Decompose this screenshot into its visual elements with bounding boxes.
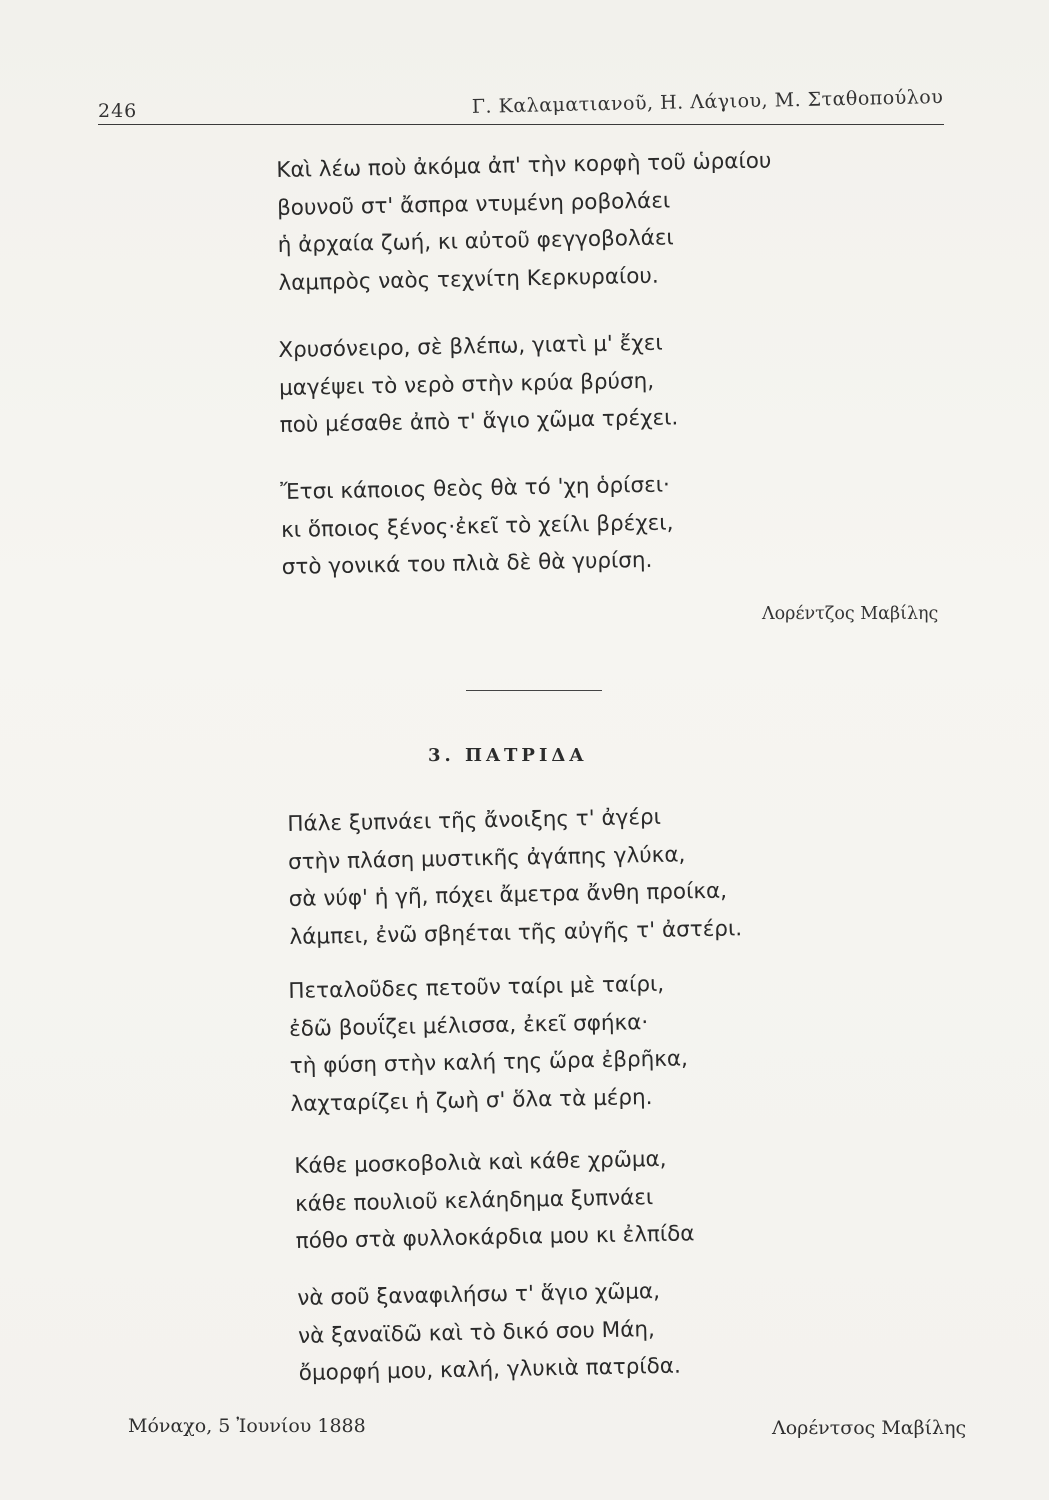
- verse-line: νὰ σοῦ ξαναφιλήσω τ' ἅγιο χῶμα,: [297, 1279, 661, 1311]
- verse-line: Κάθε μοσκοβολιὰ καὶ κάθε χρῶμα,: [294, 1146, 667, 1179]
- verse-line: στὸ γονικά του πλιὰ δὲ θὰ γυρίση.: [281, 547, 653, 580]
- verse-line: ἡ ἀρχαία ζωή, κι αὐτοῦ φεγγοβολάει: [277, 225, 674, 258]
- page-header: [98, 84, 944, 125]
- verse-line: ποὺ μέσαθε ἀπὸ τ' ἅγιο χῶμα τρέχει.: [279, 405, 679, 438]
- verse-line: λαχταρίζει ἡ ζωὴ σ' ὅλα τὰ μέρη.: [290, 1084, 653, 1117]
- verse-line: λάμπει, ἐνῶ σβηέται τῆς αὐγῆς τ' ἀστέρι.: [289, 915, 743, 950]
- patrida-stanza-1: [287, 797, 742, 956]
- verse-line: βουνοῦ στ' ἄσπρα ντυμένη ροβολάει: [276, 187, 671, 221]
- verse-line: πόθο στὰ φυλλοκάρδια μου κι ἐλπίδα: [295, 1221, 695, 1254]
- patrida-stanza-3: [294, 1140, 695, 1260]
- verse-line: μαγέψει τὸ νερὸ στὴν κρύα βρύση,: [278, 368, 655, 401]
- verse-line: σὰ νύφ' ἡ γῆ, πόχει ἄμετρα ἄνθη προίκα,: [288, 878, 728, 912]
- verse-line: Πάλε ξυπνάει τῆς ἄνοιξης τ' ἀγέρι: [287, 804, 662, 837]
- verse-line: Καὶ λέω ποὺ ἀκόμα ἀπ' τὴν κορφὴ τοῦ ὡραίου: [276, 148, 772, 183]
- verse-line: Ἔτσι κάποιος θεὸς θὰ τό 'χη ὁρίσει·: [280, 472, 671, 505]
- verse-line: κάθε πουλιοῦ κελάηδημα ξυπνάει: [294, 1184, 654, 1217]
- verse-line: κι ὅποιος ξένος·ἐκεῖ τὸ χείλι βρέχει,: [280, 509, 674, 543]
- poem-one-signature: Λορέντζος Μαβίλης: [762, 604, 939, 624]
- poem-one-stanza-1: [276, 142, 774, 301]
- section-divider: [466, 690, 602, 691]
- footer-author: Λορέντσος Μαβίλης: [772, 1417, 967, 1439]
- page-number: 246: [98, 100, 138, 122]
- verse-line: ὄμορφή μου, καλή, γλυκιὰ πατρίδα.: [298, 1353, 682, 1386]
- verse-line: λαμπρὸς ναὸς τεχνίτη Κερκυραίου.: [278, 263, 659, 296]
- verse-line: νὰ ξαναϊδῶ καὶ τὸ δικό σου Μάη,: [297, 1316, 656, 1349]
- verse-line: Πεταλοῦδες πετοῦν ταίρι μὲ ταίρι,: [288, 971, 665, 1004]
- verse-line: τὴ φύση στὴν καλή της ὥρα ἐβρῆκα,: [289, 1046, 689, 1079]
- patrida-stanza-2: [288, 965, 689, 1123]
- poem-one-stanza-3: [280, 466, 674, 586]
- patrida-stanza-4: [297, 1273, 681, 1393]
- section-title: 3. ΠΑΤΡΙΔΑ: [428, 745, 588, 766]
- verse-line: ἐδῶ βουΐζει μέλισσα, ἐκεῖ σφήκα·: [288, 1009, 649, 1042]
- footer-place-date: Μόναχο, 5 Ἰουνίου 1888: [128, 1415, 366, 1437]
- poem-one-stanza-2: [278, 324, 679, 444]
- verse-line: στὴν πλάση μυστικῆς ἀγάπης γλύκα,: [287, 841, 686, 875]
- verse-line: Χρυσόνειρο, σὲ βλέπω, γιατὶ μ' ἔχει: [278, 330, 663, 363]
- running-head: Γ. Καλαματιανοῦ, Η. Λάγιου, Μ. Σταθοπούλου: [472, 86, 944, 118]
